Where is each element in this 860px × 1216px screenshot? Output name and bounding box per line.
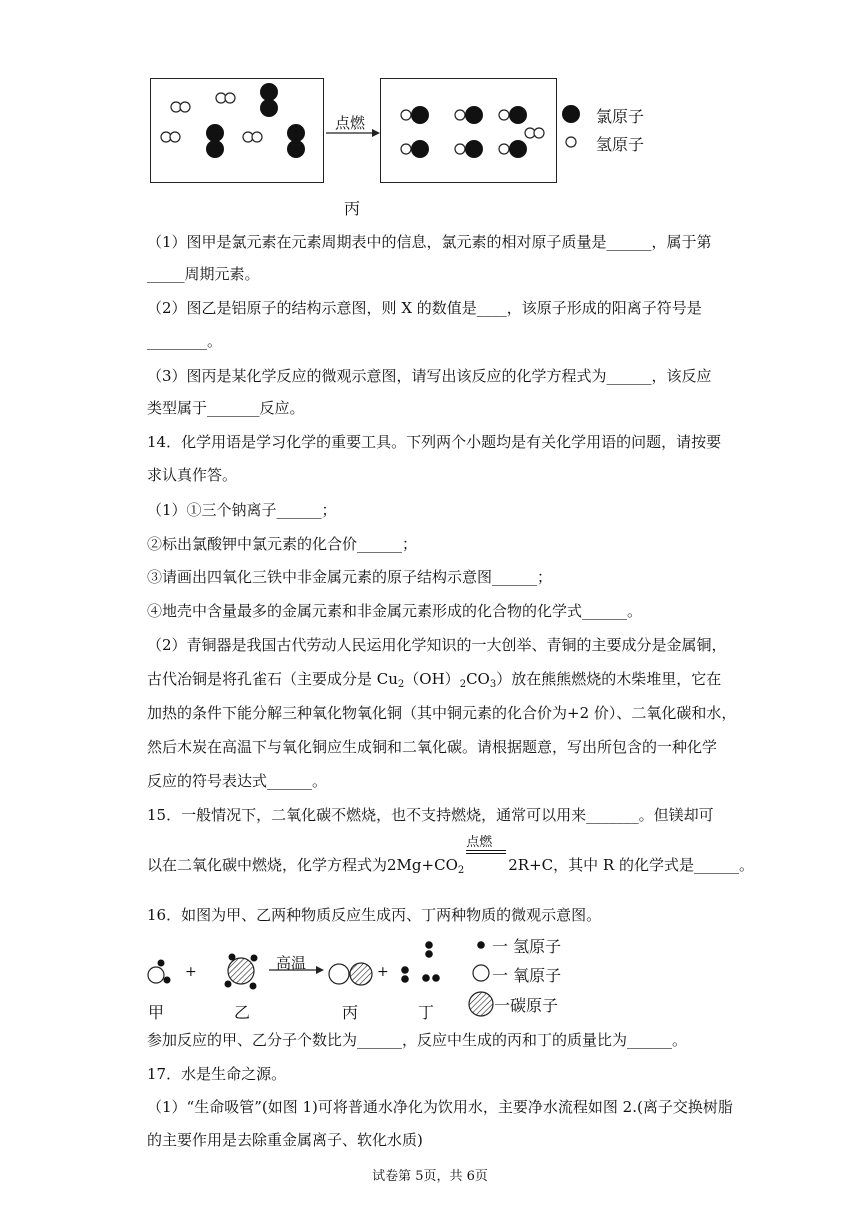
legend-hydrogen: 氢原子 bbox=[596, 135, 645, 154]
q14-line7: （2）青铜器是我国古代劳动人民运用化学知识的一大创举、青铜的主要成分是金属铜， bbox=[147, 636, 727, 654]
q14-line4: ②标出氯酸钾中氯元素的化合价______； bbox=[147, 535, 418, 553]
q14-line3: （1）①三个钠离子______； bbox=[147, 501, 337, 519]
q15-eq-bar-bottom bbox=[466, 853, 506, 854]
q15-line2-a: 以在二氧化碳中燃烧，化学方程式为 bbox=[147, 856, 388, 874]
q15-eq-bar-top bbox=[466, 850, 506, 851]
q17-line1: 17．水是生命之源。 bbox=[147, 1065, 287, 1083]
q14-line2: 求认真作答。 bbox=[147, 466, 238, 484]
legend-carbon-text: 一碳原子 bbox=[494, 996, 559, 1015]
q15-eq-right: 2R+C bbox=[508, 856, 554, 874]
q14-line5: ③请画出四氧化三铁中非金属元素的原子结构示意图______； bbox=[147, 568, 553, 586]
q14-line8-c: CO bbox=[466, 670, 490, 688]
label-ding: 丁 bbox=[418, 1003, 435, 1022]
q15-eq-left: 2Mg+CO bbox=[387, 856, 458, 874]
q13-p3-line1: （3）图丙是某化学反应的微观示意图，请写出该反应的化学方程式为______，该反应 bbox=[147, 367, 712, 385]
q14-line8-sub1: 2 bbox=[397, 679, 405, 690]
q14-line8-d: ）放在熊熊燃烧的木柴堆里，它在 bbox=[496, 670, 722, 688]
q13-p1-line2: _____周期元素。 bbox=[147, 265, 260, 283]
label-yi: 乙 bbox=[234, 1003, 251, 1022]
q14-line8-b: （OH） bbox=[404, 670, 460, 688]
q14-line9: 加热的条件下能分解三种氧化物氧化铜（其中铜元素的化合价为+2 价）、二氧化碳和水， bbox=[147, 704, 737, 722]
figure-bing bbox=[140, 70, 660, 220]
q14-line6: ④地壳中含量最多的金属元素和非金属元素形成的化合物的化学式______。 bbox=[147, 602, 643, 620]
page-footer: 试卷第 5页，共 6页 bbox=[372, 1169, 488, 1184]
legend-hydrogen-text: 一 氢原子 bbox=[492, 937, 562, 956]
q15-line1: 15．一般情况下，二氧化碳不燃烧，也不支持燃烧，通常可以用来_______。但镁却可 bbox=[147, 806, 714, 824]
q16-arrow-label: 高温 bbox=[276, 954, 307, 972]
label-bing: 丙 bbox=[342, 1003, 359, 1022]
label-jia: 甲 bbox=[148, 1003, 165, 1022]
q16-line1: 16．如图为甲、乙两种物质反应生成丙、丁两种物质的微观示意图。 bbox=[147, 906, 602, 924]
q14-line1: 14．化学用语是学习化学的重要工具。下列两个小题均是有关化学用语的问题，请按要 bbox=[147, 433, 722, 451]
plus-sign-2: + bbox=[377, 964, 389, 980]
chlorine-atom-icon bbox=[562, 105, 580, 123]
legend-oxygen-text: 一 氧原子 bbox=[492, 966, 562, 985]
q15-line2 bbox=[147, 835, 754, 881]
q15-eq-left-sub: 2 bbox=[457, 865, 465, 876]
figure-q16 bbox=[140, 932, 600, 1024]
arrow-label: 点燃 bbox=[335, 114, 366, 132]
q13-p3-line2: 类型属于_______反应。 bbox=[147, 399, 305, 417]
q13-p2-line1: （2）图乙是铝原子的结构示意图，则 X 的数值是____，该原子形成的阳离子符号是 bbox=[147, 299, 702, 317]
hydrogen-atom-icon bbox=[566, 137, 576, 147]
q14-line10: 然后木炭在高温下与氧化铜应生成铜和二氧化碳。请根据题意，写出所包含的一种化学 bbox=[147, 738, 718, 756]
q14-line8-a: 古代冶铜是将孔雀石（主要成分是 Cu bbox=[147, 670, 398, 688]
q13-p1-line1: （1）图甲是氯元素在元素周期表中的信息，氯元素的相对原子质量是______，属于第 bbox=[147, 233, 712, 251]
q14-line8-sub2: 2 bbox=[459, 679, 467, 690]
q16-line2: 参加反应的甲、乙分子个数比为______，反应中生成的丙和丁的质量比为______。 bbox=[147, 1031, 688, 1049]
q15-eq-arrow bbox=[464, 835, 508, 875]
hydrogen-atom-legend-icon bbox=[477, 941, 485, 949]
q14-line8-sub3: 3 bbox=[489, 679, 497, 690]
q17-line2: （1）“生命吸管”(如图 1)可将普通水净化为饮用水，主要净水流程如图 2.(离子交换树脂 bbox=[147, 1098, 733, 1116]
oxygen-atom-legend-icon bbox=[473, 965, 489, 981]
q15-eq-condition: 点燃 bbox=[466, 835, 493, 850]
q14-line11: 反应的符号表达式______。 bbox=[147, 772, 328, 790]
figure-bing-molecules bbox=[140, 70, 660, 220]
q17-line3: 的主要作用是去除重金属离子、软化水质) bbox=[147, 1131, 423, 1149]
figure-caption: 丙 bbox=[344, 199, 361, 218]
q13-p2-line2: ________。 bbox=[147, 332, 223, 350]
plus-sign-1: + bbox=[185, 964, 197, 980]
q15-line2-b: ，其中 R 的化学式是______。 bbox=[553, 856, 754, 874]
q14-line8 bbox=[147, 669, 721, 695]
legend-chlorine: 氯原子 bbox=[596, 107, 645, 126]
carbon-atom-legend-icon bbox=[469, 992, 493, 1016]
